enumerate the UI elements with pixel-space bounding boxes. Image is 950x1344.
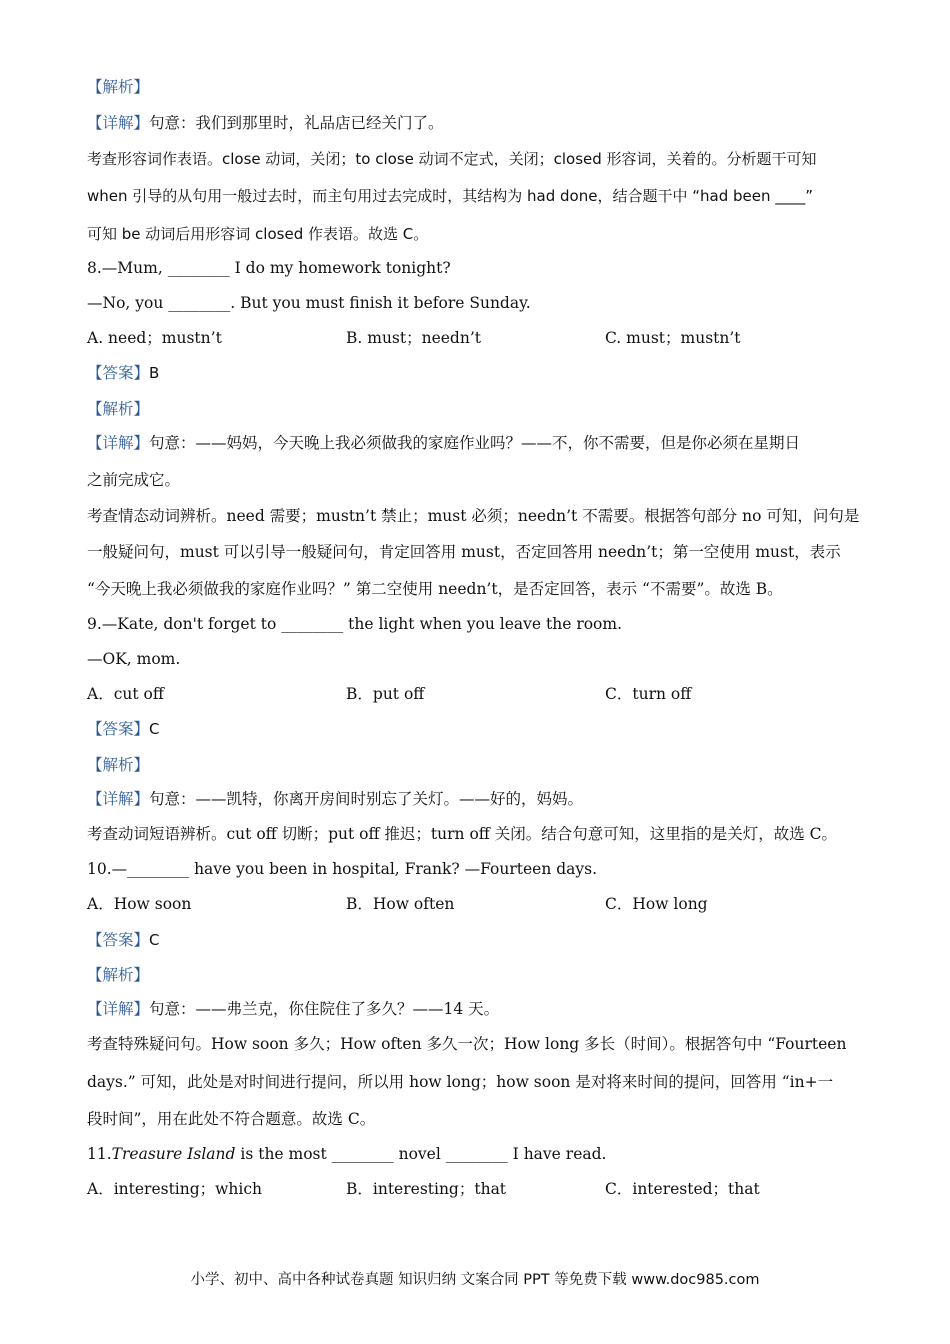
q7-explanation-3: 可知 be 动词后用形容词 closed 作表语。故选 C。	[87, 225, 429, 243]
q9-stem-1: 9.—Kate, don't forget to ________ the light when you leave the room.	[87, 615, 623, 633]
q11-option-c: C．interested；that	[605, 1180, 760, 1198]
analysis-tag: 【解析】	[87, 78, 150, 96]
q9-option-c: C．turn off	[605, 685, 692, 703]
detail-tag: 【详解】	[87, 434, 150, 452]
q10-stem-1: 10.—________ have you been in hospital, Frank? —Fourteen days.	[87, 860, 598, 878]
answer-tag: 【答案】	[87, 931, 150, 949]
q8-detail-2: 之前完成它。	[87, 471, 181, 489]
q9-answer: 【答案】C	[87, 720, 160, 738]
q10-detail: 【详解】句意：——弗兰克，你住院住了多久？——14 天。	[87, 1000, 500, 1018]
q9-explanation-1: 考查动词短语辨析。cut off 切断；put off 推迟；turn off 关闭。结合句意可知，这里指的是关灯，故选 C。	[87, 825, 838, 843]
q10-option-a: A．How soon	[87, 895, 192, 913]
q11-option-b: B．interesting；that	[346, 1180, 507, 1198]
q8-option-c: C. must；mustn’t	[605, 329, 741, 347]
detail-tag: 【详解】	[87, 114, 150, 132]
q8-explanation-1: 考查情态动词辨析。need 需要；mustn’t 禁止；must 必须；needn’t 不需要。根据答句部分 no 可知，问句是	[87, 507, 860, 525]
q10-explanation-3: 段时间”，用在此处不符合题意。故选 C。	[87, 1110, 376, 1128]
q10-explanation-2: days.” 可知，此处是对时间进行提问，所以用 how long；how soon 是对将来时间的提问，回答用 “in+一	[87, 1073, 834, 1091]
detail-tag: 【详解】	[87, 1000, 150, 1018]
q10-option-b: B．How often	[346, 895, 455, 913]
q11-stem: 11.Treasure Island is the most ________ novel ________ I have read.	[87, 1145, 607, 1163]
page-footer: 小学、初中、高中各种试卷真题 知识归纳 文案合同 PPT 等免费下载 www.doc985.com	[190, 1272, 760, 1288]
analysis-tag: 【解析】	[87, 756, 150, 774]
q8-explanation-3: “今天晚上我必须做我的家庭作业吗？” 第二空使用 needn’t，是否定回答，表示 “不需要”。故选 B。	[87, 580, 783, 598]
q10-explanation-1: 考查特殊疑问句。How soon 多久；How often 多久一次；How long 多长（时间）。根据答句中 “Fourteen	[87, 1035, 847, 1053]
q7-detail: 【详解】句意：我们到那里时，礼品店已经关门了。	[87, 114, 444, 132]
analysis-tag: 【解析】	[87, 966, 150, 984]
q8-explanation-2: 一般疑问句，must 可以引导一般疑问句，肯定回答用 must，否定回答用 needn’t；第一空使用 must，表示	[87, 543, 841, 561]
q8-detail-1: 【详解】句意：——妈妈，今天晚上我必须做我的家庭作业吗？——不，你不需要，但是你必须在星期日	[87, 434, 801, 452]
detail-tag: 【详解】	[87, 790, 150, 808]
q8-stem-2: —No, you ________. But you must finish it before Sunday.	[87, 294, 531, 312]
q9-option-a: A．cut off	[87, 685, 164, 703]
book-title: Treasure Island	[111, 1145, 236, 1163]
q7-explanation-1: 考查形容词作表语。close 动词，关闭；to close 动词不定式，关闭；closed 形容词，关着的。分析题干可知	[87, 150, 817, 168]
q10-option-c: C．How long	[605, 895, 708, 913]
analysis-tag: 【解析】	[87, 400, 150, 418]
q9-option-b: B．put off	[346, 685, 425, 703]
q7-explanation-2: when 引导的从句用一般过去时，而主句用过去完成时，其结构为 had done，结合题干中 “had been ____”	[87, 187, 814, 205]
answer-tag: 【答案】	[87, 720, 150, 738]
q9-detail: 【详解】句意：——凯特，你离开房间时别忘了关灯。——好的，妈妈。	[87, 790, 584, 808]
q8-answer: 【答案】B	[87, 364, 160, 382]
q9-stem-2: —OK, mom.	[87, 650, 181, 668]
q11-option-a: A．interesting；which	[87, 1180, 263, 1198]
answer-tag: 【答案】	[87, 364, 150, 382]
q8-option-a: A. need；mustn’t	[87, 329, 222, 347]
q8-option-b: B. must；needn’t	[346, 329, 481, 347]
q10-answer: 【答案】C	[87, 931, 160, 949]
q8-stem-1: 8.—Mum, ________ I do my homework tonight?	[87, 259, 451, 277]
